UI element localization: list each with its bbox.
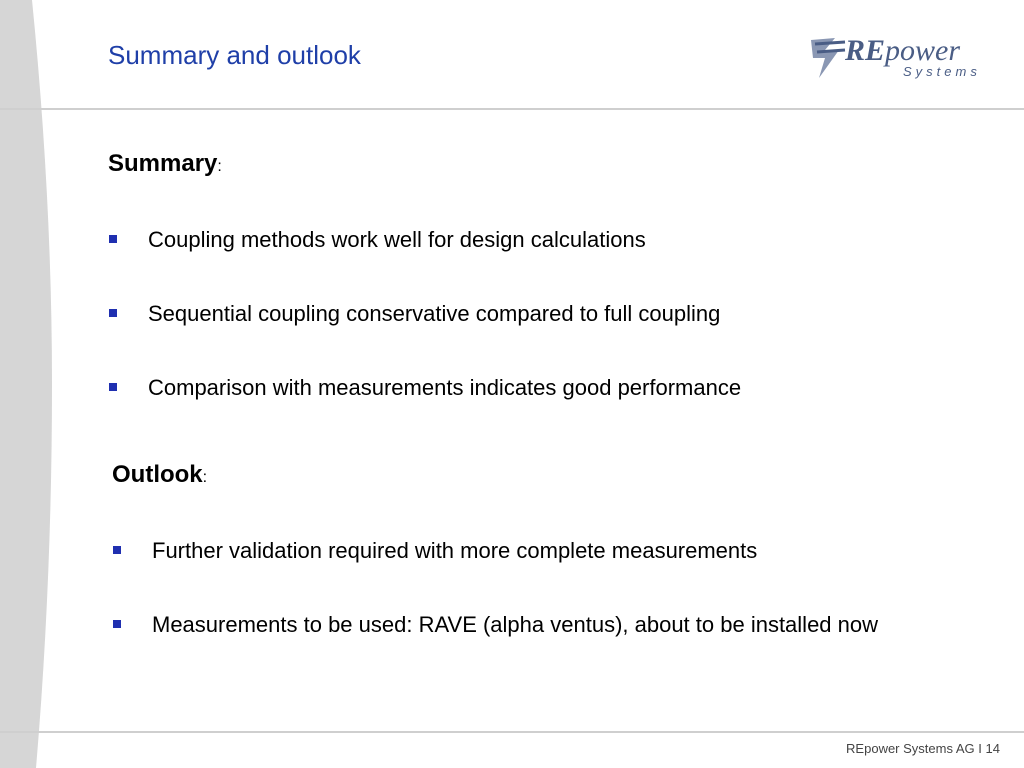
footer-company: REpower Systems AG <box>846 741 975 756</box>
outlook-heading-text: Outlook <box>112 461 203 488</box>
outlook-heading-colon: : <box>202 469 208 486</box>
summary-heading-colon: : <box>217 158 222 175</box>
list-item-text: Coupling methods work well for design calculations <box>148 227 646 252</box>
list-item <box>108 221 968 259</box>
footer-divider <box>0 731 1024 733</box>
bullet-square-icon <box>109 383 117 391</box>
outlook-heading <box>112 461 207 489</box>
footer <box>846 741 1000 756</box>
bullet-square-icon <box>113 620 121 628</box>
logo-text-re: RE <box>845 34 886 67</box>
list-item-text: Comparison with measurements indicates good performance <box>148 375 742 400</box>
header-divider <box>0 108 1024 110</box>
bullet-square-icon <box>109 235 117 243</box>
list-item-text: Further validation required with more complete measurements <box>152 538 758 563</box>
list-item-text: Sequential coupling conservative compared to full coupling <box>148 301 721 326</box>
page-number: 14 <box>985 741 1000 756</box>
list-item <box>108 295 968 333</box>
list-item-text: Measurements to be used: RAVE (alpha ventus), about to be installed now <box>152 612 879 637</box>
footer-separator: I <box>978 741 982 756</box>
summary-heading <box>108 150 222 178</box>
repower-logo <box>805 28 1010 84</box>
bullet-square-icon <box>109 309 117 317</box>
bullet-square-icon <box>113 546 121 554</box>
outlook-list <box>112 532 952 680</box>
logo-text-systems: Systems <box>903 64 981 79</box>
list-item <box>112 606 952 644</box>
summary-heading-text: Summary <box>108 150 218 177</box>
slide-title: Summary and outlook <box>108 40 361 70</box>
list-item <box>112 532 952 570</box>
logo-text-power: power <box>885 34 960 67</box>
list-item <box>108 369 968 407</box>
summary-list <box>108 221 968 443</box>
decorative-side-band <box>0 0 60 768</box>
